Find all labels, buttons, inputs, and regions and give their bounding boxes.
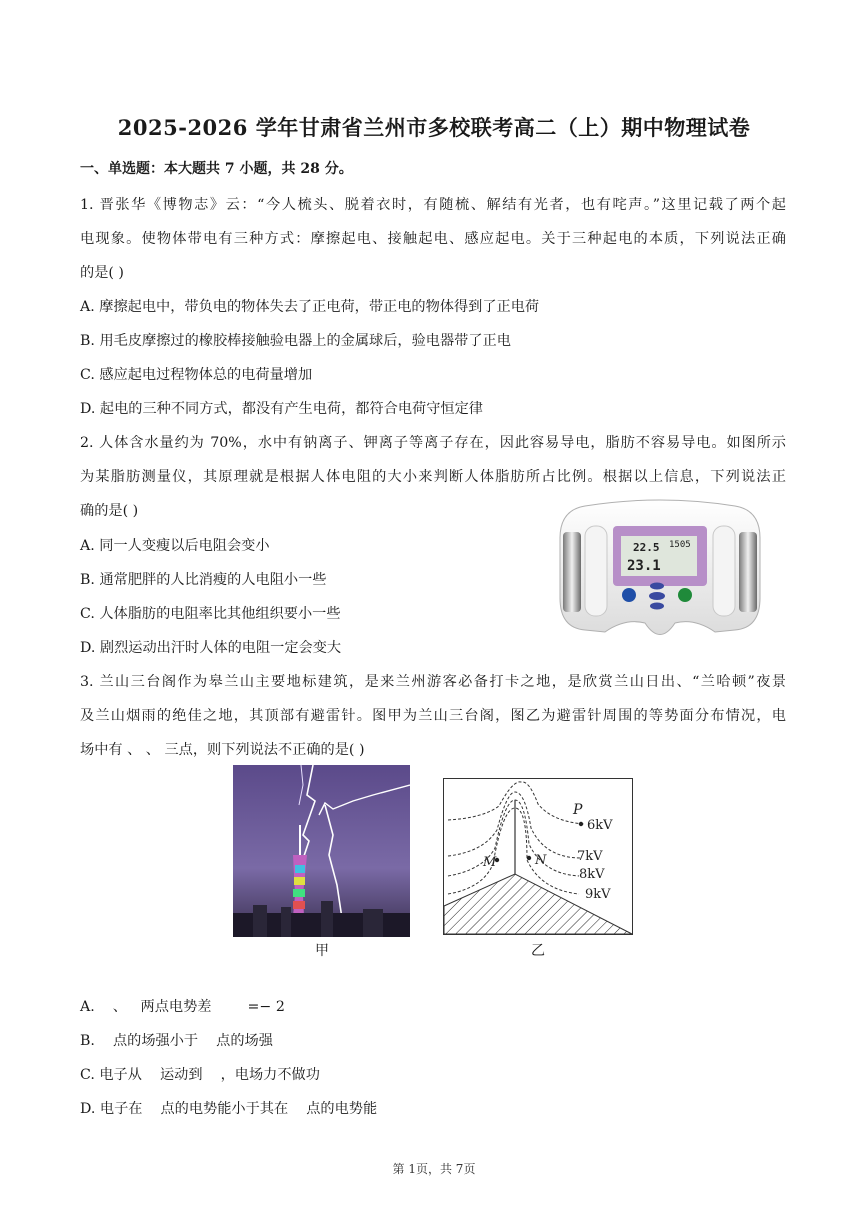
label-8kv: 8kV xyxy=(579,867,605,882)
q2-option-d: D. 剧烈运动出汗时人体的电阻一定会变大 xyxy=(80,640,342,656)
label-n: N xyxy=(535,853,547,868)
tower-lightning-photo xyxy=(233,765,410,937)
label-9kv: 9kV xyxy=(585,887,611,902)
caption-yi: 乙 xyxy=(531,943,545,959)
display-value-3: 23.1 xyxy=(627,558,661,574)
equipotential-diagram xyxy=(443,778,633,935)
label-7kv: 7kV xyxy=(577,849,603,864)
q2-option-a: A. 同一人变瘦以后电阻会变小 xyxy=(80,538,270,554)
q1-line-1: 1. 晋张华《博物志》云：“今人梳头、脱着衣时，有随梳、解结有光者，也有咤声。”这里记载了两个起 xyxy=(80,197,786,213)
q1-line-3: 的是( ) xyxy=(80,265,124,281)
q3-line-3: 场中有 、 、 三点，则下列说法不正确的是( ) xyxy=(80,742,365,758)
q3-line-1: 3. 兰山三台阁作为皋兰山主要地标建筑，是来兰州游客必备打卡之地，是欣赏兰山日出、“兰哈顿”夜景 xyxy=(80,674,786,690)
q3-option-d: D. 电子在 点的电势能小于其在 点的电势能 xyxy=(80,1101,378,1117)
caption-jia: 甲 xyxy=(315,943,329,959)
label-p: P xyxy=(573,802,583,818)
section-heading: 一、单选题：本大题共 7 小题，共 28 分。 xyxy=(80,161,353,177)
page-footer: 第 1页，共 7页 xyxy=(392,1162,476,1176)
q3-line-2: 及兰山烟雨的绝佳之地，其顶部有避雷针。图甲为兰山三台阁，图乙为避雷针周围的等势面分布情况，电 xyxy=(80,708,786,724)
q1-option-a: A. 摩擦起电中，带负电的物体失去了正电荷，带正电的物体得到了正电荷 xyxy=(80,299,540,315)
label-m: M xyxy=(483,855,497,870)
q2-line-2: 为某脂肪测量仪，其原理就是根据人体电阻的大小来判断人体脂肪所占比例。根据以上信息，下列说法正 xyxy=(80,469,786,485)
q3-option-c: C. 电子从 运动到 ，电场力不做功 xyxy=(80,1067,320,1083)
q2-line-1: 2. 人体含水量约为 70%，水中有钠离子、钾离子等离子存在，因此容易导电，脂肪不容易导电。如图所示 xyxy=(80,435,786,451)
q1-option-b: B. 用毛皮摩擦过的橡胶棒接触验电器上的金属球后，验电器带了正电 xyxy=(80,333,511,349)
q2-option-c: C. 人体脂肪的电阻率比其他组织要小一些 xyxy=(80,606,341,622)
q1-option-c: C. 感应起电过程物体总的电荷量增加 xyxy=(80,367,313,383)
q2-option-b: B. 通常肥胖的人比消瘦的人电阻小一些 xyxy=(80,572,327,588)
q1-line-2: 电现象。使物体带电有三种方式：摩擦起电、接触起电、感应起电。关于三种起电的本质，下列说法正确 xyxy=(80,231,786,247)
label-6kv: 6kV xyxy=(587,818,613,833)
q2-line-3: 确的是( ) xyxy=(80,503,139,519)
q3-option-a: A. 、 两点电势差 =− 2 xyxy=(80,999,285,1015)
page-title: 2025-2026 学年甘肃省兰州市多校联考高二（上）期中物理试卷 xyxy=(117,115,751,140)
display-value-2: 1505 xyxy=(669,540,691,550)
display-value-1: 22.5 xyxy=(633,541,660,554)
fat-meter-image xyxy=(555,498,765,646)
q1-option-d: D. 起电的三种不同方式，都没有产生电荷，都符合电荷守恒定律 xyxy=(80,401,483,417)
q3-option-b: B. 点的场强小于 点的场强 xyxy=(80,1033,273,1049)
